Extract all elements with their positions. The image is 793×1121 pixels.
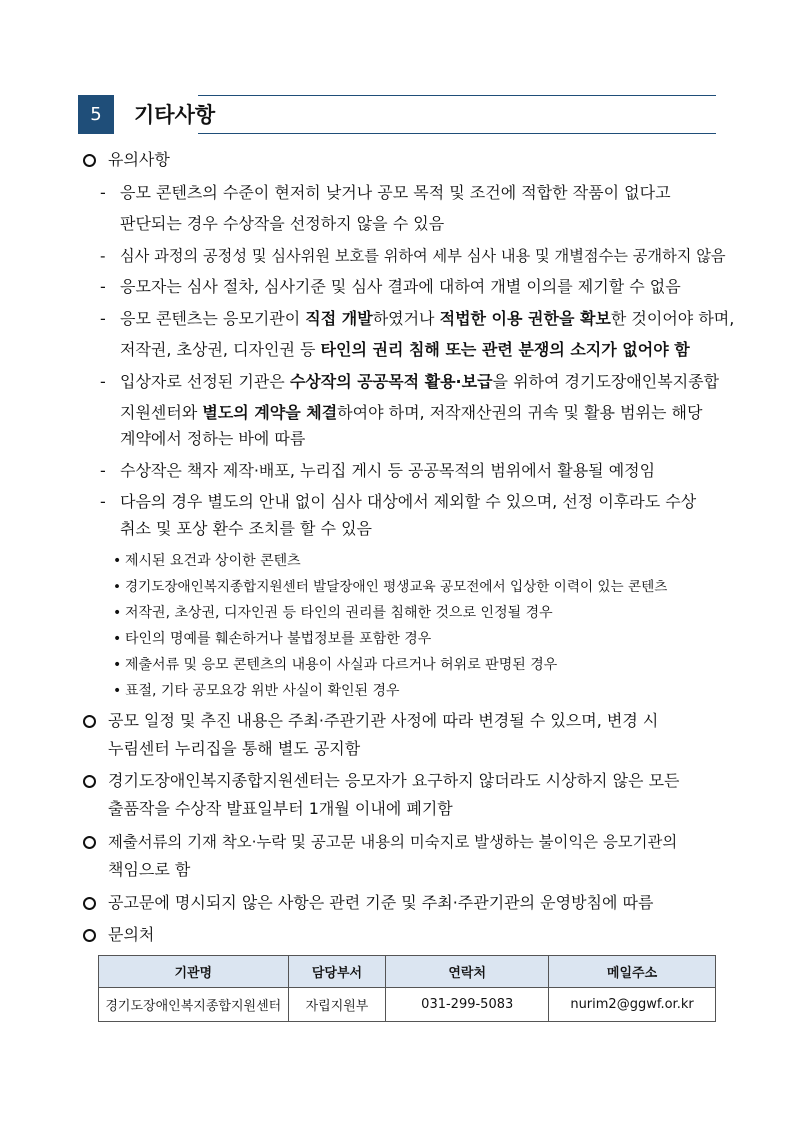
- text-run: 지원센터와: [120, 403, 203, 422]
- circle-text: 공모 일정 및 추진 내용은 주최·주관기관 사정에 따라 변경될 수 있으며, 변경 시: [108, 711, 659, 730]
- note-text: 응모자는 심사 절차, 심사기준 및 심사 결과에 대하여 개별 이의를 제기할 수 없음: [120, 277, 681, 296]
- text-run: 을 위하여 경기도장애인복지종합: [492, 372, 720, 391]
- table-cell-organization: 경기도장애인복지종합지원센터: [99, 988, 289, 1022]
- sub-bullet-text: 제출서류 및 응모 콘텐츠의 내용이 사실과 다르거나 허위로 판명된 경우: [125, 657, 558, 673]
- note-text: 수상작은 책자 제작·배포, 누리집 게시 등 공공목적의 범위에서 활용될 예정임: [120, 461, 656, 480]
- header-bottom-rule: [198, 133, 716, 134]
- text-run: 한 것이어야 하며,: [610, 309, 735, 328]
- table-row: [99, 988, 716, 1022]
- circle-bullet-icon: [83, 929, 96, 942]
- bullet-marker: •: [113, 631, 122, 647]
- bullet-marker: •: [113, 579, 122, 595]
- bold-run: 수상작의 공공목적 활용·보급: [289, 372, 493, 391]
- sub-bullet-text: 표절, 기타 공모요강 위반 사실이 확인된 경우: [125, 683, 400, 699]
- bold-run: 직접 개발: [305, 309, 373, 328]
- note-item-4-cont: [120, 337, 690, 363]
- dash-marker: -: [100, 461, 106, 480]
- dash-marker: -: [100, 277, 106, 296]
- sub-bullet-text: 경기도장애인복지종합지원센터 발달장애인 평생교육 공모전에서 입상한 이력이 있는 콘텐츠: [125, 579, 668, 595]
- text-run: 하였거나: [372, 309, 440, 328]
- circle-bullet-icon: [83, 715, 96, 728]
- circle-item-2-cont: [108, 796, 453, 822]
- sub-bullet-text: 제시된 요건과 상이한 콘텐츠: [125, 553, 301, 569]
- header-top-rule: [198, 95, 716, 96]
- circle-text: 공고문에 명시되지 않은 사항은 관련 기준 및 주최·주관기관의 운영방침에 따름: [108, 893, 654, 912]
- text-run: 책임으로 함: [108, 860, 191, 879]
- text-run: 누림센터 누리집을 통해 별도 공지함: [108, 739, 361, 758]
- note-item-1-cont: [120, 211, 444, 237]
- section-title: 기타사항: [134, 103, 216, 127]
- bullet-marker: •: [113, 605, 122, 621]
- note-item-7-cont: [120, 516, 372, 542]
- text-run: 계약에서 정하는 바에 따름: [120, 429, 306, 448]
- text-run: 저작권, 초상권, 디자인권 등: [120, 340, 321, 359]
- circle-text: 제출서류의 기재 착오·누락 및 공고문 내용의 미숙지로 발생하는 불이익은 응모기관의: [108, 833, 678, 851]
- note-text: 다음의 경우 별도의 안내 없이 심사 대상에서 제외할 수 있으며, 선정 이후라도 수상: [120, 492, 697, 511]
- note-text: [120, 306, 734, 332]
- table-header-cell: 연락처: [386, 956, 549, 988]
- bold-run: 타인의 권리 침해 또는 관련 분쟁의 소지가 없어야 함: [320, 340, 690, 359]
- table-header-row: [99, 956, 716, 988]
- text-run: 응모 콘텐츠는 응모기관이: [120, 309, 306, 328]
- table-header-cell: 기관명: [99, 956, 289, 988]
- text-run: 취소 및 포상 환수 조치를 할 수 있음: [120, 519, 372, 538]
- text-run: 하여야 하며, 저작재산권의 귀속 및 활용 범위는 해당: [337, 403, 703, 422]
- circle-bullet-icon: [83, 897, 96, 910]
- section-number: 5: [78, 95, 114, 134]
- note-item-5-cont: [120, 400, 702, 426]
- note-text: 심사 과정의 공정성 및 심사위원 보호를 위하여 세부 심사 내용 및 개별점수는 공개하지 않음: [120, 247, 726, 265]
- bullet-marker: •: [113, 683, 122, 699]
- contact-heading: 문의처: [108, 925, 155, 944]
- table-header-cell: 담당부서: [288, 956, 386, 988]
- bold-run: 별도의 계약을 체결: [202, 403, 338, 422]
- table-header-cell: 메일주소: [549, 956, 716, 988]
- circle-bullet-icon: [83, 154, 96, 167]
- text-run: 출품작을 수상작 발표일부터 1개월 이내에 폐기함: [108, 799, 453, 818]
- note-item-5-cont2: [120, 426, 305, 452]
- circle-bullet-icon: [83, 775, 96, 788]
- note-text: [120, 369, 719, 395]
- text-run: 입상자로 선정된 기관은: [120, 372, 290, 391]
- table-cell-phone: 031-299-5083: [386, 988, 549, 1022]
- dash-marker: -: [100, 492, 106, 511]
- section-header: [78, 95, 716, 134]
- circle-text: 경기도장애인복지종합지원센터는 응모자가 요구하지 않더라도 시상하지 않은 모든: [108, 771, 680, 790]
- dash-marker: -: [100, 247, 106, 265]
- bullet-marker: •: [113, 657, 122, 673]
- sub-bullet-text: 타인의 명예를 훼손하거나 불법정보를 포함한 경우: [125, 631, 432, 647]
- circle-item-1-cont: [108, 736, 360, 762]
- sub-bullet-text: 저작권, 초상권, 디자인권 등 타인의 권리를 침해한 것으로 인정될 경우: [125, 605, 553, 621]
- circle-item-3-cont: [108, 857, 190, 883]
- contact-table: [98, 955, 716, 1022]
- dash-marker: -: [100, 183, 106, 202]
- table-cell-email: nurim2@ggwf.or.kr: [549, 988, 716, 1022]
- dash-marker: -: [100, 309, 106, 328]
- note-text: 응모 콘텐츠의 수준이 현저히 낮거나 공모 목적 및 조건에 적합한 작품이 없다고: [120, 183, 671, 202]
- note-text-cont: 판단되는 경우 수상작을 선정하지 않을 수 있음: [120, 214, 445, 233]
- table-cell-department: 자립지원부: [288, 988, 386, 1022]
- dash-marker: -: [100, 372, 106, 391]
- bold-run: 적법한 이용 권한을 확보: [439, 309, 611, 328]
- bullet-marker: •: [113, 553, 122, 569]
- notes-heading: 유의사항: [108, 150, 170, 169]
- circle-bullet-icon: [83, 836, 96, 849]
